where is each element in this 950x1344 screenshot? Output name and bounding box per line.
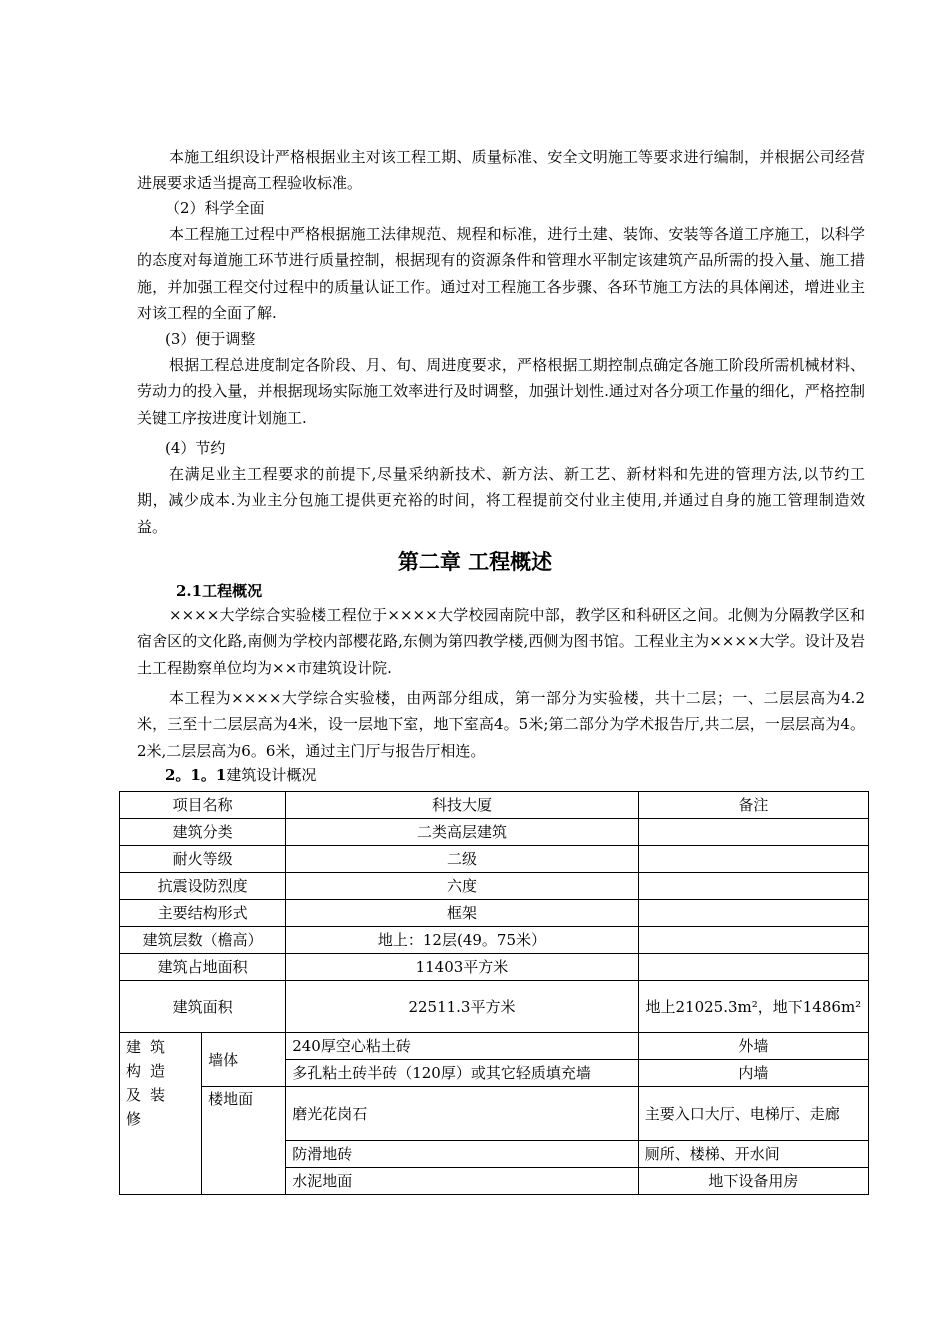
table-cell-value: 水泥地面 [286,1168,638,1195]
building-design-table [119,791,869,1195]
paragraph-project-location: ××××大学综合实验楼工程位于××××大学校园南院中部，教学区和科研区之间。北侧为分隔教学区和宿舍区的文化路,南侧为学校内部樱花路,东侧为第四教学楼,西侧为图书馆。工程业主为××××大学。设计及岩土工程勘察单位均为××市建筑设计院. [137,606,865,677]
paragraph-scientific-comprehensive: 本工程施工过程中严格根据施工法律规范、规程和标准，进行土建、装饰、安装等各道工序施工，以科学的态度对每道施工环节进行质量控制，根据现有的资源条件和管理水平制定该建筑产品所需的投入量、施工措施，并加强工程交付过程中的质量认证工作。通过对工程施工各步骤、各环节施工方法的具体阐述，增进业主对该工程的全面了解. [137,225,865,323]
paragraph-compilation-basis: 本施工组织设计严格根据业主对该工程工期、质量标准、安全文明施工等要求进行编制，并根据公司经营进展要求适当提高工程验收标准。 [137,148,865,193]
table-cell-label: 耐火等级 [120,846,286,873]
table-cell-value: 六度 [286,873,638,900]
heading-economy: (4）节约 [165,439,226,457]
table-subgroup-label: 墙体 [202,1033,286,1087]
table-cell-value: 二级 [286,846,638,873]
table-cell-label: 建筑层数（檐高） [120,927,286,954]
table-cell-label: 建筑分类 [120,819,286,846]
table-cell-note: 外墙 [638,1033,868,1060]
table-row [120,819,869,846]
table-cell-note: 厕所、楼梯、开水间 [638,1141,868,1168]
table-cell-note: 地上21025.3m²，地下1486m² [638,981,868,1033]
heading-scientific-comprehensive: （2）科学全面 [165,199,265,217]
table-header-row [120,792,869,819]
table-header-cell: 项目名称 [120,792,286,819]
subsection-title [165,764,316,785]
table-cell-note [638,846,868,873]
table-row [120,927,869,954]
table-cell-value: 二类高层建筑 [286,819,638,846]
table-row [120,846,869,873]
paragraph-easy-adjustment: 根据工程总进度制定各阶段、月、旬、周进度要求，严格根据工期控制点确定各施工阶段所需机械材料、劳动力的投入量，并根据现场实际施工效率进行及时调整，加强计划性.通过对各分项工作量的细化，严格控制关键工序按进度计划施工. [137,356,865,427]
table-cell-note [638,873,868,900]
table-row [120,873,869,900]
table-row [120,981,869,1033]
table-row [120,1087,869,1141]
table-cell-note [638,954,868,981]
table-cell-value: 防滑地砖 [286,1141,638,1168]
table-cell-label: 主要结构形式 [120,900,286,927]
table-cell-value: 22511.3平方米 [286,981,638,1033]
heading-easy-adjustment: (3）便于调整 [165,330,256,348]
table-cell-value: 11403平方米 [286,954,638,981]
table-cell-label: 抗震设防烈度 [120,873,286,900]
table-row [120,954,869,981]
table-cell-note: 主要入口大厅、电梯厅、走廊 [638,1087,868,1141]
table-cell-label: 建筑面积 [120,981,286,1033]
table-group-label: 建筑构造及装修 [120,1033,202,1195]
table-cell-note: 地下设备用房 [638,1168,868,1195]
paragraph-economy: 在满足业主工程要求的前提下,尽量采纳新技术、新方法、新工艺、新材料和先进的管理方法,以节约工期，减少成本.为业主分包施工提供更充裕的时间，将工程提前交付业主使用,并通过自身的施工管理制造效益。 [137,465,865,536]
subsection-label: 建筑设计概况 [226,766,317,784]
table-cell-note [638,900,868,927]
table-cell-value: 地上：12层(49。75米） [286,927,638,954]
subsection-number: 2。1。1 [165,766,227,784]
table-cell-note: 内墙 [638,1060,868,1087]
table-subgroup-label: 楼地面 [202,1087,286,1195]
section-title: 2.1工程概况 [176,582,263,600]
chapter-title: 第二章 工程概述 [397,550,553,574]
table-cell-value: 磨光花岗石 [286,1087,638,1141]
table-cell-value: 240厚空心粘土砖 [286,1033,638,1060]
table-row [120,1033,869,1060]
table-cell-note [638,819,868,846]
table-cell-value: 多孔粘土砖半砖（120厚）或其它轻质填充墙 [286,1060,638,1087]
table-row [120,900,869,927]
table-cell-label: 建筑占地面积 [120,954,286,981]
table-header-cell: 科技大厦 [286,792,638,819]
table-header-cell: 备注 [638,792,868,819]
table-cell-note [638,927,868,954]
paragraph-project-composition: 本工程为××××大学综合实验楼，由两部分组成，第一部分为实验楼，共十二层；一、二层层高为4.2米，三至十二层层高为4米，设一层地下室，地下室高4。5米;第二部分为学术报告厅,共二层，一层层高为4。2米,二层层高为6。6米，通过主门厅与报告厅相连。 [137,689,865,760]
table-cell-value: 框架 [286,900,638,927]
